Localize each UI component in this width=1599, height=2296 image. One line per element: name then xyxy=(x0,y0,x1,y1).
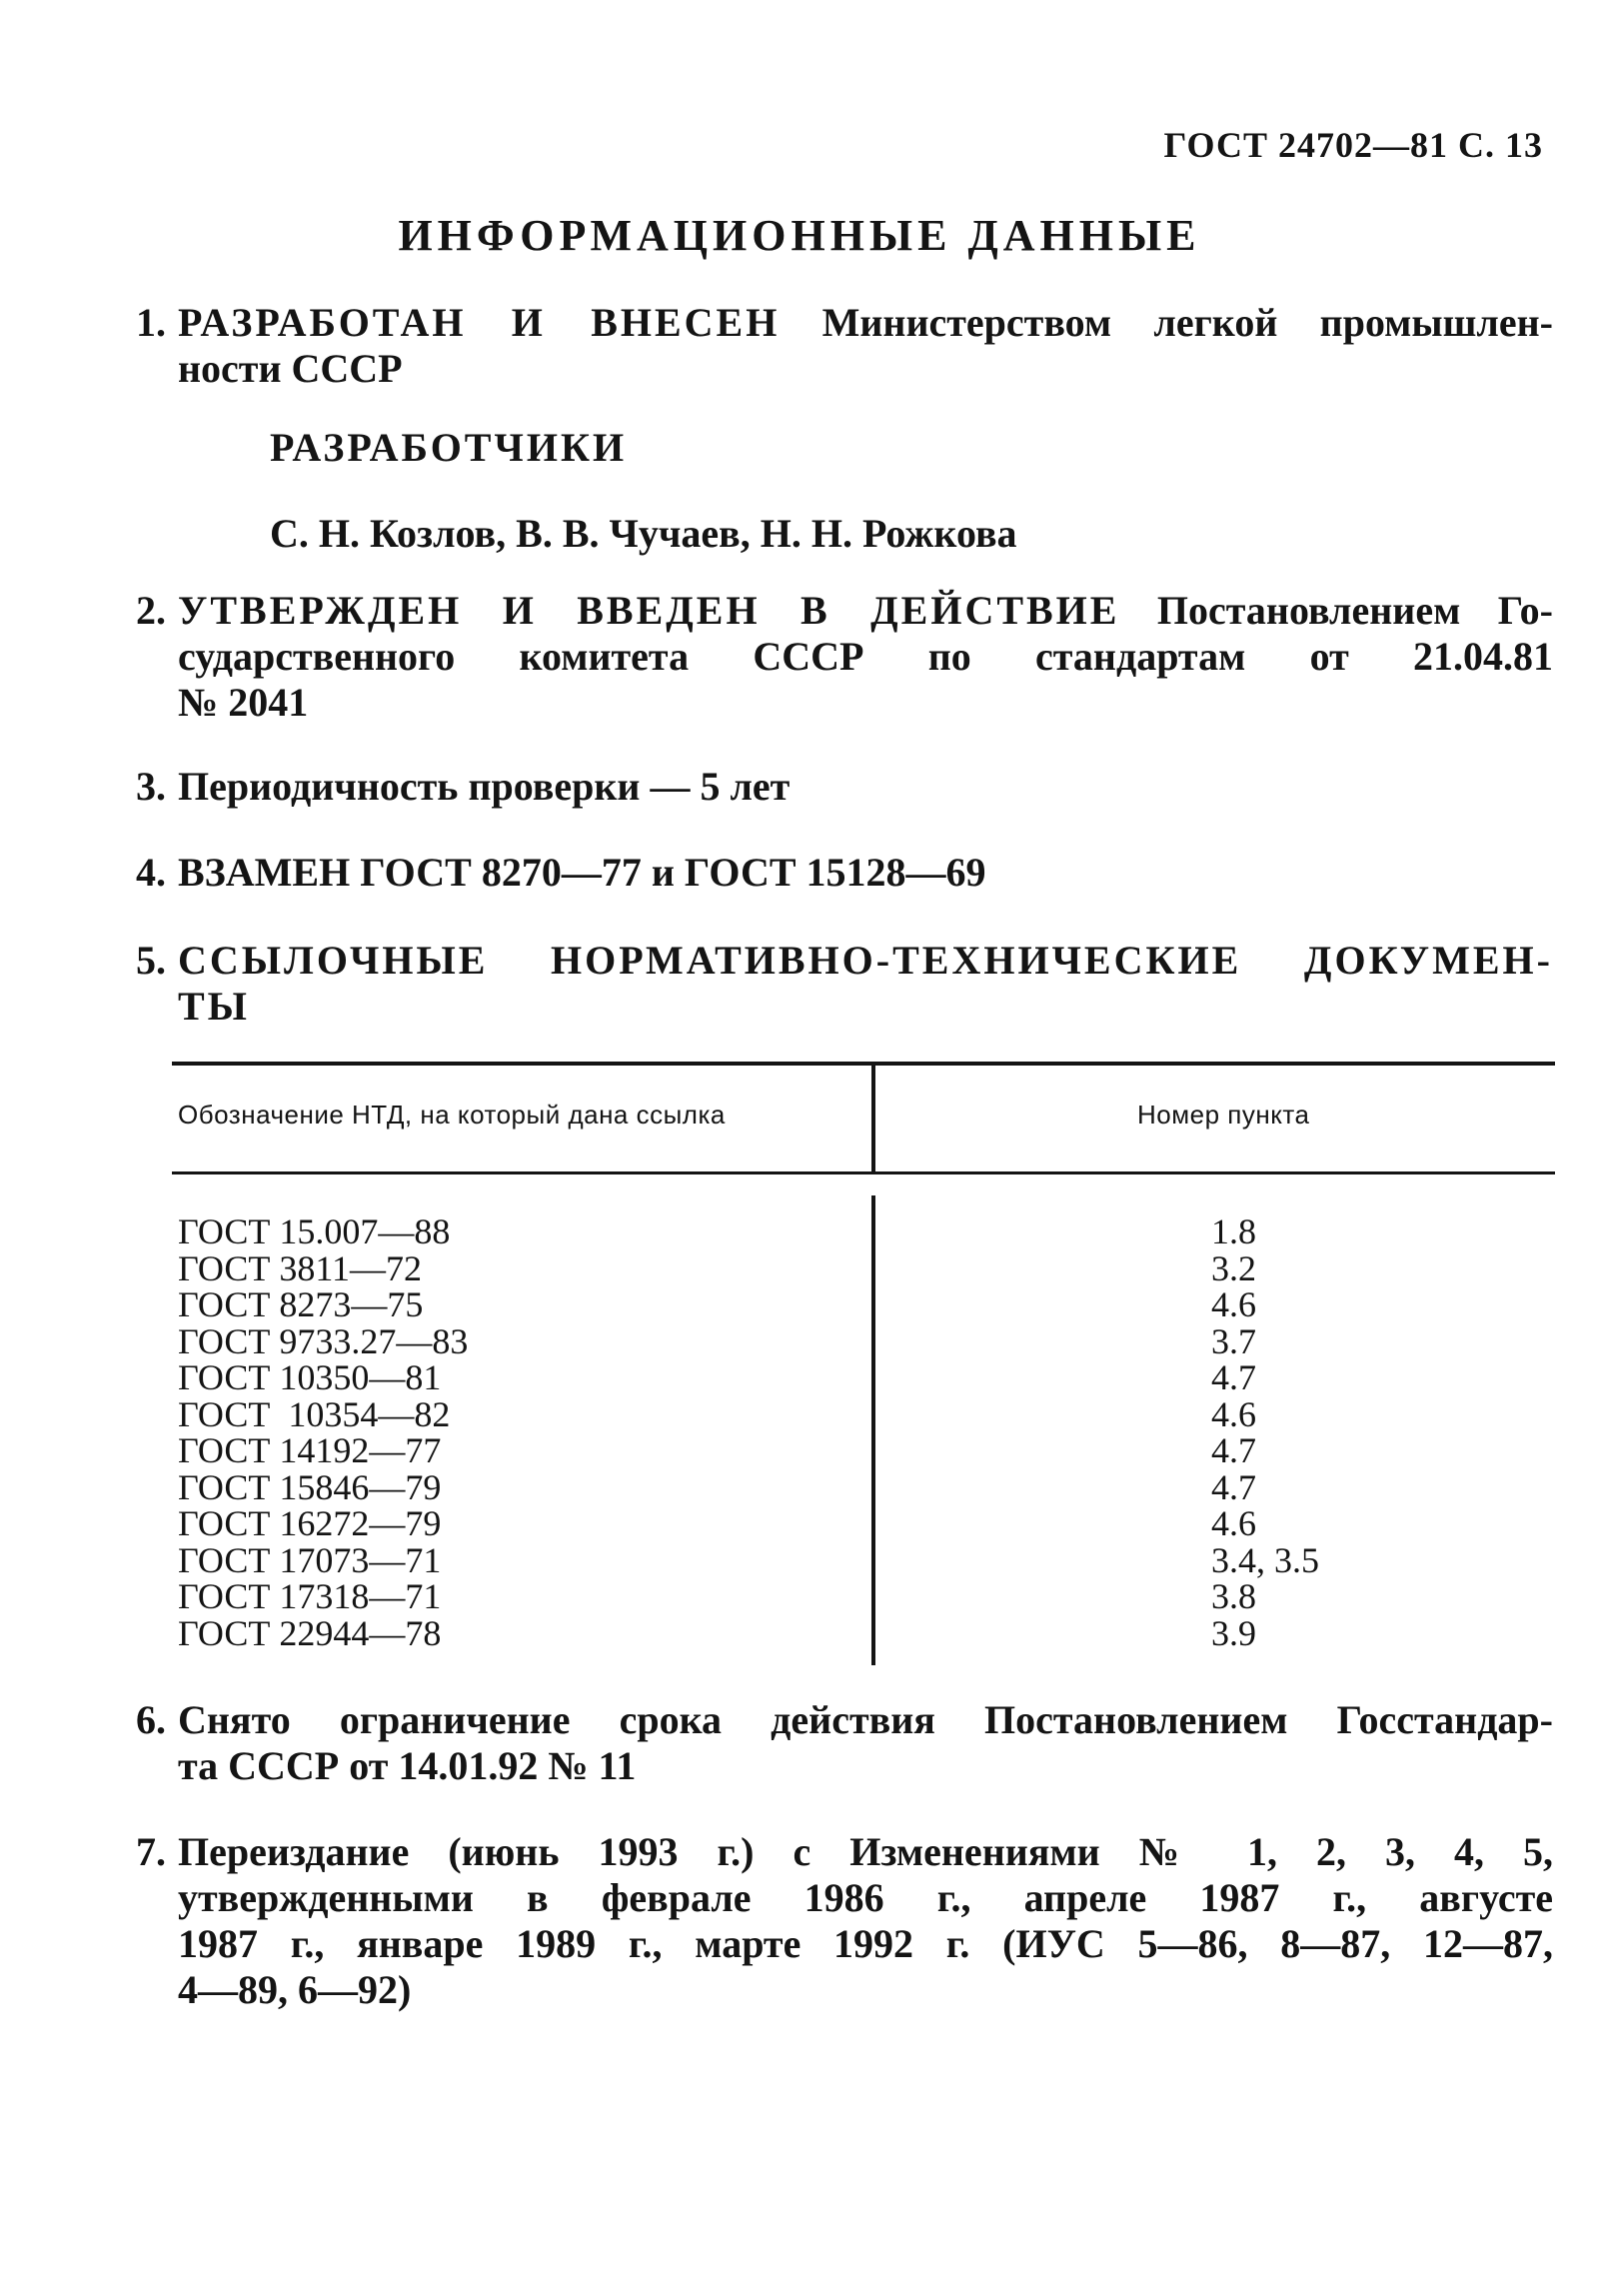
table-cell-clause: 4.7 xyxy=(1211,1357,1256,1397)
item-5 xyxy=(136,938,1553,1030)
item-3 xyxy=(136,764,1553,810)
table-cell-designation: ГОСТ 15846—79 xyxy=(178,1467,442,1507)
table-cell-clause: 3.2 xyxy=(1211,1248,1256,1288)
item-1-line-1 xyxy=(178,300,1553,346)
item-1-caps: РАЗРАБОТАН И ВНЕСЕН xyxy=(178,300,781,345)
item-2-line-3: № 2041 xyxy=(178,680,309,725)
item-1-line-2: ности СССР xyxy=(178,346,403,391)
table-cell-designation: ГОСТ 22944—78 xyxy=(178,1613,442,1653)
item-7-line-2: утвержденными в феврале 1986 г., апреле 1987 г., августе xyxy=(178,1875,1553,1920)
table-cell-clause: 4.7 xyxy=(1211,1467,1256,1507)
item-3-number: 3. xyxy=(136,764,166,809)
item-2-rest: Постановлением Го- xyxy=(1119,588,1554,633)
item-7-line-3: 1987 г., январе 1989 г., марте 1992 г. (ИУС 5—86, 8—87, 12—87, xyxy=(178,1921,1553,1966)
item-1 xyxy=(136,300,1553,392)
table-top-rule xyxy=(172,1062,1555,1066)
table-cell-designation: ГОСТ 3811—72 xyxy=(178,1248,423,1288)
table-cell-designation: ГОСТ 8273—75 xyxy=(178,1284,424,1324)
item-7 xyxy=(136,1829,1553,2013)
table-cell-designation: ГОСТ 16272—79 xyxy=(178,1503,442,1543)
table-cell-designation: ГОСТ 17073—71 xyxy=(178,1540,442,1580)
item-3-text: Периодичность проверки — 5 лет xyxy=(178,764,791,809)
item-5-number: 5. xyxy=(136,938,166,983)
table-cell-designation: ГОСТ 9733.27—83 xyxy=(178,1321,469,1361)
table-cell-designation: ГОСТ 10354—82 xyxy=(178,1394,451,1434)
item-6 xyxy=(136,1697,1553,1789)
item-7-number: 7. xyxy=(136,1829,166,1874)
table-cell-designation: ГОСТ 15.007—88 xyxy=(178,1211,451,1251)
item-6-line-1: Снято ограничение срока действия Постановлением Госстандар- xyxy=(178,1697,1553,1742)
item-2-line-1 xyxy=(178,588,1553,634)
table-header-clause: Номер пункта xyxy=(1137,1100,1310,1130)
item-1-number: 1. xyxy=(136,300,166,345)
item-5-line-2: ТЫ xyxy=(178,984,250,1029)
item-7-line-4: 4—89, 6—92) xyxy=(178,1967,412,2012)
table-cell-designation: ГОСТ 17318—71 xyxy=(178,1576,442,1616)
table-body-divider xyxy=(871,1195,875,1665)
item-2 xyxy=(136,588,1554,726)
item-2-line-2: сударственного комитета СССР по стандартам от 21.04.81 xyxy=(178,634,1553,679)
item-4 xyxy=(136,850,1553,896)
table-cell-clause: 3.4, 3.5 xyxy=(1211,1540,1319,1580)
table-header-rule xyxy=(172,1171,1555,1174)
item-6-line-2: та СССР от 14.01.92 № 11 xyxy=(178,1743,637,1788)
developers-heading: РАЗРАБОТЧИКИ xyxy=(270,425,628,470)
item-6-number: 6. xyxy=(136,1697,166,1742)
table-cell-designation: ГОСТ 10350—81 xyxy=(178,1357,442,1397)
item-1-rest: Министерством легкой промышлен- xyxy=(780,300,1553,345)
item-5-line-1: ССЫЛОЧНЫЕ НОРМАТИВНО-ТЕХНИЧЕСКИЕ ДОКУМЕН- xyxy=(178,938,1553,983)
table-cell-clause: 4.6 xyxy=(1211,1394,1256,1434)
item-2-number: 2. xyxy=(136,588,166,633)
table-cell-clause: 4.6 xyxy=(1211,1284,1256,1324)
table-header-divider xyxy=(871,1066,875,1173)
table-cell-clause: 1.8 xyxy=(1211,1211,1256,1251)
table-cell-clause: 4.7 xyxy=(1211,1430,1256,1470)
table-cell-clause: 4.6 xyxy=(1211,1503,1256,1543)
item-2-caps: УТВЕРЖДЕН И ВВЕДЕН В ДЕЙСТВИЕ xyxy=(178,588,1120,633)
table-cell-clause: 3.8 xyxy=(1211,1576,1256,1616)
item-4-text: ВЗАМЕН ГОСТ 8270—77 и ГОСТ 15128—69 xyxy=(178,850,986,895)
document-title: ИНФОРМАЦИОННЫЕ ДАННЫЕ xyxy=(398,211,1201,260)
table-cell-clause: 3.9 xyxy=(1211,1613,1256,1653)
developers-names: С. Н. Козлов, В. В. Чучаев, Н. Н. Рожкова xyxy=(270,511,1017,556)
table-cell-clause: 3.7 xyxy=(1211,1321,1256,1361)
item-7-line-1: Переиздание (июнь 1993 г.) с Изменениями № 1, 2, 3, 4, 5, xyxy=(178,1829,1553,1874)
page-header: ГОСТ 24702—81 С. 13 xyxy=(1163,125,1543,165)
table-cell-designation: ГОСТ 14192—77 xyxy=(178,1430,442,1470)
table-header-designation: Обозначение НТД, на который дана ссылка xyxy=(178,1100,726,1130)
item-4-number: 4. xyxy=(136,850,166,895)
